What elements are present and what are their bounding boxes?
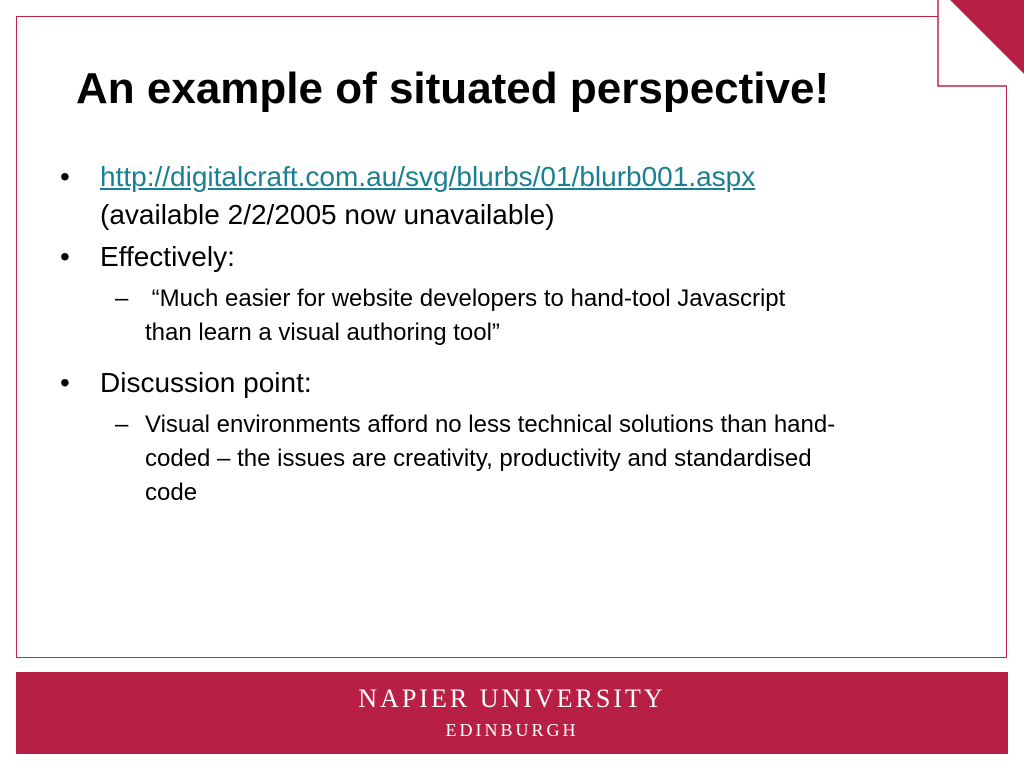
discussion-line-1: Visual environments afford no less technical solutions than hand-: [145, 411, 836, 438]
quote-line-1: “Much easier for website developers to hand-tool Javascript: [145, 285, 786, 312]
dash-marker: –: [115, 285, 129, 312]
university-name: NAPIER UNIVERSITY: [358, 684, 666, 713]
availability-note: (available 2/2/2005 now unavailable): [100, 199, 555, 230]
discussion-line-2: coded – the issues are creativity, productivity and standardised: [145, 445, 812, 472]
bullet-link-item: [60, 158, 980, 234]
bullet-marker: •: [60, 241, 70, 272]
sub-bullet-discussion: [60, 408, 980, 510]
bullet-text: Discussion point:: [100, 367, 312, 398]
digitalcraft-link[interactable]: http://digitalcraft.com.au/svg/blurbs/01/blurb001.aspx: [100, 161, 756, 192]
university-footer-banner: [16, 672, 1008, 754]
bullet-effectively: [60, 238, 980, 276]
slide-content: [60, 158, 980, 510]
bullet-marker: •: [60, 161, 70, 192]
university-city: EDINBURGH: [445, 720, 579, 740]
quote-line-2: than learn a visual authoring tool”: [145, 319, 500, 346]
dash-marker: –: [115, 411, 129, 438]
bullet-discussion: [60, 364, 980, 402]
sub-bullet-quote: [60, 282, 980, 350]
discussion-line-3: code: [145, 479, 198, 506]
slide-title: An example of situated perspective!: [76, 64, 830, 113]
bullet-text: Effectively:: [100, 241, 235, 272]
bullet-marker: •: [60, 367, 70, 398]
